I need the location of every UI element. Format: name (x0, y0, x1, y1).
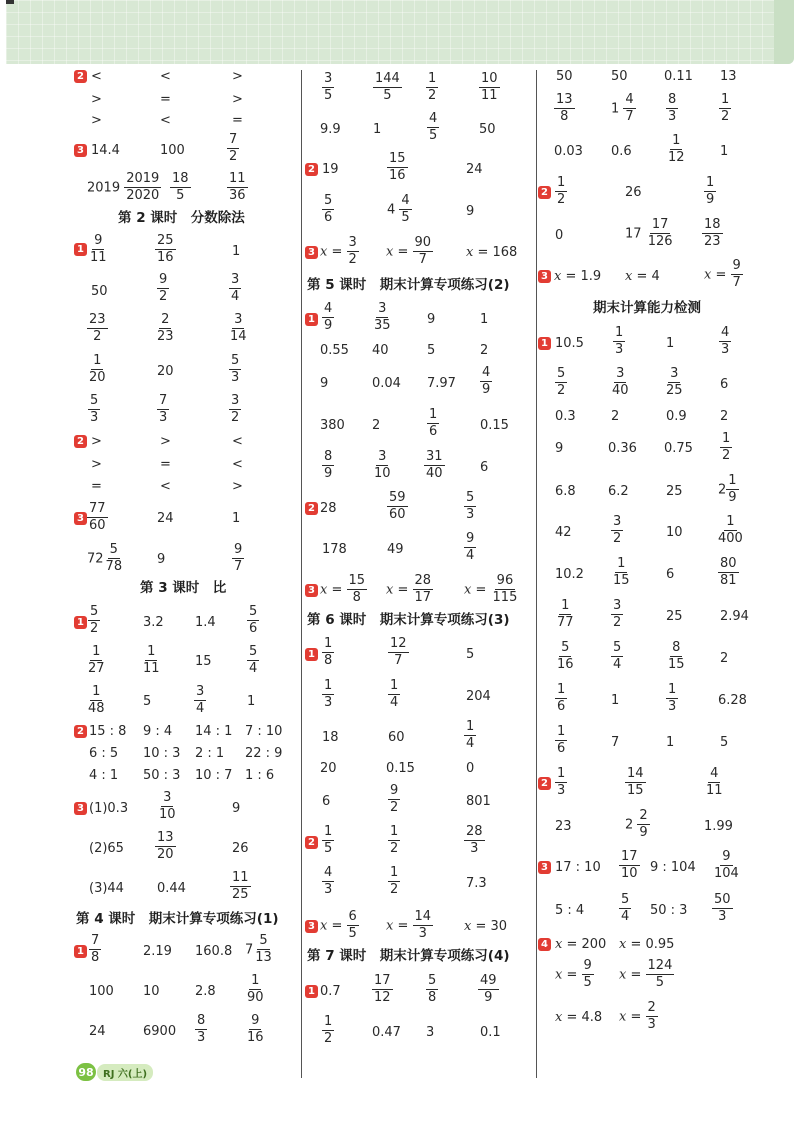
answer: $\frac{4}{3}$ (721, 325, 730, 358)
question-marker: 4 (538, 938, 551, 951)
answer: 1 (232, 244, 241, 259)
lesson-heading: 第 4 课时 期末计算专项练习(1) (76, 911, 279, 927)
answer: x = $\frac{9}{5}$ (555, 958, 592, 991)
answer: $\frac{17}{12}$ (374, 973, 391, 1006)
answer: $\frac{3}{4}$ (196, 684, 205, 717)
answer: x = 168 (466, 245, 518, 260)
answer: 49 (387, 542, 404, 557)
answer: 7 (611, 735, 620, 750)
answer: 15 : 8 (89, 724, 127, 739)
question-marker: 1 (538, 337, 551, 350)
question-marker: 2 (74, 725, 87, 738)
answer: 10 (143, 984, 160, 999)
answer: x = $\frac{90}{7}$ (386, 235, 432, 268)
answer: 1 (480, 312, 489, 327)
answer: 9.9 (320, 122, 341, 137)
answer: 42 (555, 525, 572, 540)
answer: 2 (611, 409, 620, 424)
answer: $\frac{3}{2}$ (613, 514, 622, 547)
answer: $\frac{1}{4}$ (390, 678, 399, 711)
lesson-heading: 第 5 课时 期末计算专项练习(2) (307, 277, 510, 293)
answer: 3 (426, 1025, 435, 1040)
answer: 4 $\frac{4}{5}$ (387, 193, 410, 226)
answer: 1 (247, 694, 256, 709)
answer: 20 (320, 761, 337, 776)
answer: $\frac{5}{2}$ (90, 604, 99, 637)
question-marker: 2 (305, 836, 318, 849)
question-marker: 1 (74, 616, 87, 629)
answer: 1 (232, 511, 241, 526)
answer: $\frac{13}{8}$ (556, 92, 573, 125)
answer: 9 (320, 376, 329, 391)
answer: 380 (320, 418, 345, 433)
answer: 9 (157, 552, 166, 567)
answer: $\frac{1}{6}$ (429, 407, 438, 440)
question-marker: 1 (305, 648, 318, 661)
answer: > (160, 434, 171, 449)
answer: $\frac{18}{23}$ (704, 217, 721, 250)
answer: 100 (89, 984, 114, 999)
answer: 2 (480, 343, 489, 358)
question-marker: 2 (305, 502, 318, 515)
answer: $\frac{1}{12}$ (668, 133, 685, 166)
answer: 0.03 (554, 144, 583, 159)
answer: = (232, 113, 243, 128)
answer: 25 (666, 609, 683, 624)
answer: = (160, 457, 171, 472)
answer: < (160, 479, 171, 494)
answer: 72 $\frac{5}{78}$ (87, 542, 123, 575)
answer: $\frac{5}{2}$ (557, 366, 566, 399)
question-marker: 2 (538, 186, 551, 199)
answer: $\frac{8}{3}$ (668, 92, 677, 125)
answer: (3)44 (89, 881, 124, 896)
answer: 4 : 1 (89, 768, 119, 783)
answer: > (232, 69, 243, 84)
answer: (2)65 (89, 841, 124, 856)
answer: $\frac{11}{25}$ (232, 870, 249, 903)
answer: x = 200 (555, 937, 607, 952)
answer: = (91, 479, 102, 494)
answer: $\frac{1}{77}$ (557, 598, 574, 631)
answer: $\frac{59}{60}$ (389, 490, 406, 523)
answer: 9 : 4 (143, 724, 173, 739)
answer: 0 (466, 761, 475, 776)
column-divider (536, 70, 537, 1078)
answer: 9 (555, 441, 564, 456)
answer: 2 $\frac{1}{9}$ (718, 473, 737, 506)
answer: 15 (195, 654, 212, 669)
answer: $\frac{8}{9}$ (324, 449, 333, 482)
corner-mark (6, 0, 14, 4)
answer: $\frac{2}{23}$ (157, 312, 174, 345)
answer: 6 (666, 567, 675, 582)
answer: $\frac{25}{16}$ (157, 233, 174, 266)
question-marker: 3 (74, 512, 87, 525)
answer: x = $\frac{2}{3}$ (619, 1000, 656, 1033)
answer: 5 : 4 (555, 903, 585, 918)
answer: $\frac{1}{9}$ (706, 175, 715, 208)
question-marker: 3 (74, 144, 87, 157)
answer: $\frac{8}{3}$ (197, 1013, 206, 1046)
answer: $\frac{28}{3}$ (466, 824, 483, 857)
answer: $\frac{3}{14}$ (230, 312, 247, 345)
answer: $\frac{11}{36}$ (229, 171, 246, 204)
answer: 50 (556, 69, 573, 84)
answer: $\frac{4}{9}$ (482, 365, 491, 398)
answer: 1 (373, 122, 382, 137)
answer: 7.3 (466, 876, 487, 891)
answer: 9 : 104 (650, 860, 696, 875)
answer: $\frac{7}{8}$ (91, 933, 100, 966)
answer: $\frac{14}{15}$ (627, 766, 644, 799)
answer: 204 (466, 689, 491, 704)
answer: $\frac{1}{3}$ (557, 766, 566, 799)
question-marker: 1 (305, 985, 318, 998)
answer: > (232, 92, 243, 107)
answer: 178 (322, 542, 347, 557)
question-marker: 3 (305, 246, 318, 259)
answer: x = $\frac{96}{115}$ (464, 573, 518, 606)
answer: $\frac{9}{7}$ (234, 542, 243, 575)
lesson-heading: 第 2 课时 分数除法 (118, 210, 245, 226)
answer: 2 $\frac{2}{9}$ (625, 808, 648, 841)
answer: 0.15 (386, 761, 415, 776)
answer: 0.1 (480, 1025, 501, 1040)
answer: 1 $\frac{4}{7}$ (611, 92, 634, 125)
lesson-heading: 第 3 课时 比 (140, 580, 227, 596)
answer: $\frac{5}{3}$ (90, 393, 99, 426)
answer: 14.4 (91, 143, 120, 158)
answer: $\frac{7}{3}$ (159, 393, 168, 426)
answer: x = $\frac{9}{7}$ (704, 258, 741, 291)
answer: $\frac{10}{11}$ (481, 71, 498, 104)
answer: $\frac{4}{3}$ (324, 865, 333, 898)
answer: $\frac{4}{9}$ (324, 301, 333, 334)
answer: $\frac{23}{2}$ (89, 312, 106, 345)
answer: $\frac{3}{2}$ (231, 393, 240, 426)
answer: 2 (720, 651, 729, 666)
question-marker: 2 (74, 435, 87, 448)
answer: 0.47 (372, 1025, 401, 1040)
page-header-band (6, 0, 794, 64)
answer: 0.9 (666, 409, 687, 424)
answer: 6900 (143, 1024, 177, 1039)
answer: > (91, 113, 102, 128)
answer: $\frac{31}{40}$ (426, 449, 443, 482)
answer: $\frac{15}{16}$ (389, 151, 406, 184)
answer: $\frac{1}{11}$ (143, 644, 160, 677)
answer: x = $\frac{28}{17}$ (386, 573, 432, 606)
answer: x = $\frac{14}{3}$ (386, 909, 432, 942)
answer: 0.11 (664, 69, 693, 84)
answer: 9 (466, 204, 475, 219)
answer: $\frac{1}{400}$ (718, 514, 743, 547)
answer: > (91, 434, 102, 449)
answer: $\frac{3}{25}$ (666, 366, 683, 399)
answer: $\frac{1}{2}$ (428, 71, 437, 104)
column-divider (301, 70, 302, 1078)
question-marker: 3 (74, 802, 87, 815)
question-marker: 3 (305, 584, 318, 597)
answer: 28 (320, 501, 337, 516)
answer: $\frac{5}{16}$ (557, 640, 574, 673)
answer: x = 4 (625, 269, 660, 284)
answer: $\frac{5}{6}$ (324, 193, 333, 226)
answer: $\frac{50}{3}$ (714, 892, 731, 925)
question-marker: 1 (74, 243, 87, 256)
answer: 23 (555, 819, 572, 834)
answer: x = $\frac{124}{5}$ (619, 958, 673, 991)
answer: 6.2 (608, 484, 629, 499)
answer: < (232, 434, 243, 449)
answer: $\frac{5}{4}$ (613, 640, 622, 673)
answer: 0.36 (608, 441, 637, 456)
answer: 0.6 (611, 144, 632, 159)
answer: x = $\frac{6}{5}$ (320, 909, 357, 942)
answer: x = $\frac{15}{8}$ (320, 573, 366, 606)
answer: 5 (720, 735, 729, 750)
answer: 1 : 6 (245, 768, 275, 783)
answer: $\frac{9}{2}$ (159, 272, 168, 305)
answer: 9 (232, 801, 241, 816)
answer: 801 (466, 794, 491, 809)
answer: $\frac{17}{10}$ (621, 849, 638, 882)
answer: 50 (611, 69, 628, 84)
answer: < (160, 69, 171, 84)
answer: 2.8 (195, 984, 216, 999)
answer: 0.15 (480, 418, 509, 433)
answer: $\frac{1}{5}$ (324, 824, 333, 857)
answer: $\frac{9}{11}$ (90, 233, 107, 266)
answer: $\frac{1}{2}$ (557, 175, 566, 208)
answer: 7 $\frac{5}{13}$ (245, 933, 272, 966)
answer: $\frac{1}{3}$ (324, 678, 333, 711)
answer: 5 (143, 694, 152, 709)
answer: 5 (466, 647, 475, 662)
answer: $\frac{5}{4}$ (621, 892, 630, 925)
answer: $\frac{144}{5}$ (375, 71, 400, 104)
answer: $\frac{4}{11}$ (706, 766, 723, 799)
answer: x = 0.95 (619, 937, 675, 952)
answer: $\frac{9}{16}$ (247, 1013, 264, 1046)
answer: 0.55 (320, 343, 349, 358)
answer: 50 : 3 (143, 768, 181, 783)
answer: x = $\frac{3}{2}$ (320, 235, 357, 268)
answer: 1.99 (704, 819, 733, 834)
answer: $\frac{8}{15}$ (668, 640, 685, 673)
answer: 24 (89, 1024, 106, 1039)
answer: 1 (611, 693, 620, 708)
answer: 7.97 (427, 376, 456, 391)
answer: $\frac{1}{2}$ (324, 1014, 333, 1047)
header-edge-strip (774, 0, 794, 64)
answer: 20 (157, 364, 174, 379)
answer: $\frac{1}{3}$ (615, 325, 624, 358)
answer: 17 $\frac{17}{126}$ (625, 217, 673, 250)
answer: < (160, 113, 171, 128)
answer: 0.75 (664, 441, 693, 456)
answer: 5 (427, 343, 436, 358)
answer: < (232, 457, 243, 472)
answer: 18 (322, 730, 339, 745)
answer: 25 (666, 484, 683, 499)
answer: $\frac{9}{2}$ (390, 783, 399, 816)
answer: 0.04 (372, 376, 401, 391)
answer: 0.44 (157, 881, 186, 896)
answer: (1)0.3 (89, 801, 129, 816)
answer: 2 (720, 409, 729, 424)
answer: $\frac{7}{2}$ (229, 132, 238, 165)
answer: $\frac{1}{4}$ (466, 719, 475, 752)
answer: $\frac{1}{2}$ (390, 824, 399, 857)
answer: $\frac{5}{8}$ (428, 973, 437, 1006)
answer: $\frac{1}{2}$ (722, 431, 731, 464)
answer: $\frac{3}{2}$ (613, 598, 622, 631)
answer: 2 (372, 418, 381, 433)
answer: $\frac{1}{20}$ (89, 353, 106, 386)
answer: x = 30 (464, 919, 508, 934)
answer: $\frac{9}{104}$ (714, 849, 739, 882)
answer: 6 (480, 460, 489, 475)
answer: 6.8 (555, 484, 576, 499)
lesson-heading: 第 7 课时 期末计算专项练习(4) (307, 948, 510, 964)
question-marker: 2 (74, 70, 87, 83)
answer: 7 : 10 (245, 724, 283, 739)
answer: $\frac{3}{35}$ (374, 301, 391, 334)
answer: 14 : 1 (195, 724, 233, 739)
answer: 6 (720, 377, 729, 392)
answer: $\frac{5}{3}$ (231, 353, 240, 386)
page-footer (76, 1063, 153, 1081)
answer: 9 (427, 312, 436, 327)
answer: 10.5 (555, 336, 584, 351)
answer: > (232, 479, 243, 494)
answer: $\frac{13}{20}$ (157, 830, 174, 863)
answer: $\frac{9}{4}$ (466, 531, 475, 564)
answer: > (91, 457, 102, 472)
question-marker: 1 (305, 313, 318, 326)
answer: $\frac{12}{7}$ (390, 636, 407, 669)
answer: $\frac{77}{60}$ (89, 501, 106, 534)
answer: x = 4.8 (555, 1010, 603, 1025)
answer: x = 1.9 (554, 269, 602, 284)
answer: 2 : 1 (195, 746, 225, 761)
answer: 22 : 9 (245, 746, 283, 761)
answer: $\frac{5}{4}$ (249, 644, 258, 677)
question-marker: 3 (538, 861, 551, 874)
question-marker: 3 (305, 920, 318, 933)
answer: 19 (322, 162, 339, 177)
answer: $\frac{18}{5}$ (172, 171, 189, 204)
book-tag: RJ 六(上) (97, 1064, 153, 1081)
answer: 26 (625, 185, 642, 200)
answer: < (91, 69, 102, 84)
question-marker: 3 (538, 270, 551, 283)
answer: 6.28 (718, 693, 747, 708)
answer: $\frac{1}{27}$ (88, 644, 105, 677)
answer: 24 (157, 511, 174, 526)
answer: $\frac{1}{2}$ (721, 92, 730, 125)
answer: 2.94 (720, 609, 749, 624)
answer: 1.4 (195, 615, 216, 630)
answer: 24 (466, 162, 483, 177)
answer: $\frac{49}{9}$ (480, 973, 497, 1006)
answer: 17 : 10 (555, 860, 601, 875)
question-marker: 2 (538, 777, 551, 790)
answer: $\frac{3}{40}$ (612, 366, 629, 399)
answer: $\frac{5}{3}$ (466, 490, 475, 523)
answer: $\frac{1}{15}$ (613, 556, 630, 589)
answer: 6 (322, 794, 331, 809)
answer: $\frac{3}{10}$ (374, 449, 391, 482)
answer: 26 (232, 841, 249, 856)
answer: 6 : 5 (89, 746, 119, 761)
answer: $\frac{3}{10}$ (159, 790, 176, 823)
answer: 100 (160, 143, 185, 158)
section-heading: 期末计算能力检测 (593, 300, 701, 316)
answer: $\frac{1}{90}$ (247, 973, 264, 1006)
answer: $\frac{5}{6}$ (249, 604, 258, 637)
answer: $\frac{1}{3}$ (668, 682, 677, 715)
answer: 10.2 (555, 567, 584, 582)
answer: 2.19 (143, 944, 172, 959)
answer: $\frac{80}{81}$ (720, 556, 737, 589)
answer: 10 : 7 (195, 768, 233, 783)
question-marker: 2 (305, 163, 318, 176)
answer: 10 (666, 525, 683, 540)
answer: 40 (372, 343, 389, 358)
answer: 50 (91, 284, 108, 299)
answer: 1 (666, 336, 675, 351)
answer: 10 : 3 (143, 746, 181, 761)
answer: 160.8 (195, 944, 233, 959)
question-marker: 1 (74, 945, 87, 958)
answer: 0.7 (320, 984, 341, 999)
answer: 2019 $\frac{2019}{2020}$ (87, 171, 160, 204)
page-number: 98 (76, 1063, 96, 1081)
answer: 50 : 3 (650, 903, 688, 918)
answer: 60 (388, 730, 405, 745)
answer: = (160, 92, 171, 107)
answer: $\frac{1}{6}$ (557, 724, 566, 757)
answer: 3.2 (143, 615, 164, 630)
answer: $\frac{1}{2}$ (390, 865, 399, 898)
answer: 1 (666, 735, 675, 750)
answer: 13 (720, 69, 737, 84)
answer: $\frac{1}{6}$ (557, 682, 566, 715)
answer: $\frac{1}{48}$ (88, 684, 105, 717)
lesson-heading: 第 6 课时 期末计算专项练习(3) (307, 612, 510, 628)
answer: 50 (479, 122, 496, 137)
answer: > (91, 92, 102, 107)
answer: $\frac{1}{8}$ (324, 636, 333, 669)
answer: $\frac{3}{4}$ (231, 272, 240, 305)
answer: $\frac{3}{5}$ (324, 71, 333, 104)
answer: 0.3 (555, 409, 576, 424)
answer: 1 (720, 144, 729, 159)
answer: $\frac{4}{5}$ (429, 111, 438, 144)
answer: 0 (555, 228, 564, 243)
